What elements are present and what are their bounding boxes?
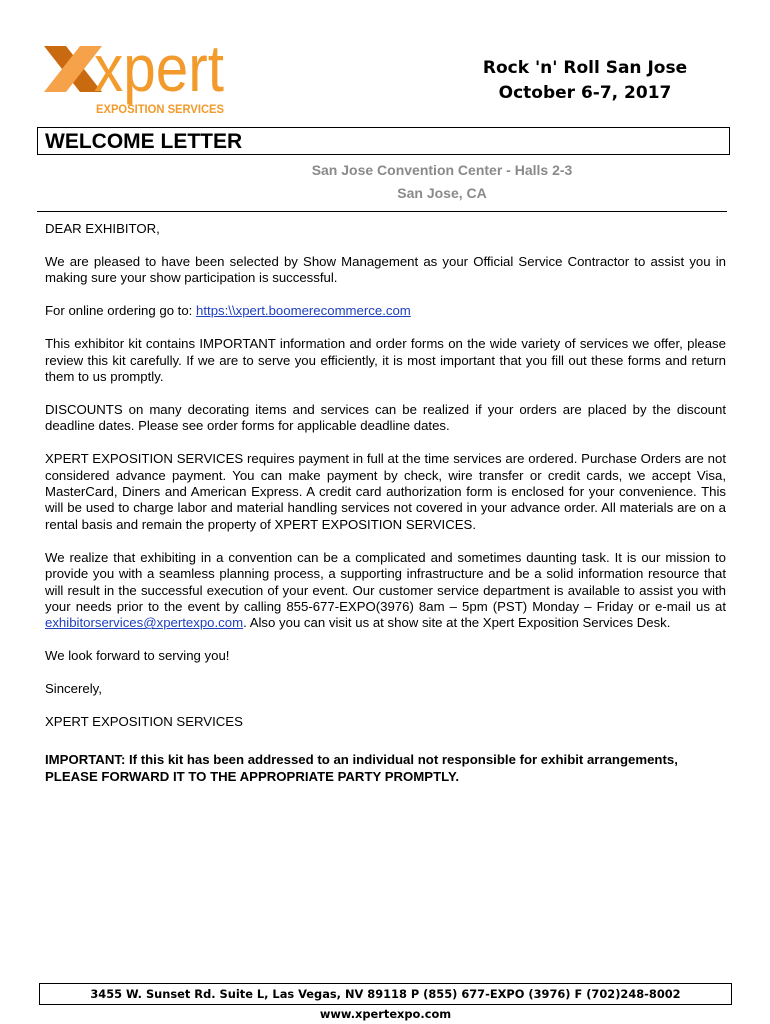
letter-body — [45, 221, 726, 802]
event-name: Rock 'n' Roll San Jose — [482, 58, 688, 78]
mission-text: We realize that exhibiting in a convention can be a complicated and sometimes daunting task. It is our mission to provide you with a seamless planning process, a supporting infrastructure and be a solid information resource that will result in the successful execution of your event. Our customer service department is available to assist you with your needs prior to the event by calling 855-677-EXPO(3976) 8am – 5pm (PST) Monday – Friday or e-mail us at — [45, 549, 726, 614]
intro-paragraph: We are pleased to have been selected by Show Management as your Official Service Contractor to assist you in making sure your show participation is successful. — [45, 253, 726, 286]
xpert-logo-graphic — [40, 28, 230, 120]
logo-wordmark: xpert — [94, 31, 224, 105]
salutation: DEAR EXHIBITOR, — [45, 221, 160, 236]
online-ordering — [45, 303, 726, 319]
online-ordering-label: For online ordering go to: — [45, 303, 193, 319]
closing-line: We look forward to serving you! — [45, 648, 230, 664]
xpert-logo — [40, 28, 230, 120]
page-title: WELCOME LETTER — [37, 127, 730, 155]
venue — [37, 159, 730, 205]
mission-paragraph — [45, 550, 726, 632]
discounts-paragraph: DISCOUNTS on many decorating items and services can be realized if your orders are placed by the discount deadline dates. Please see order forms for applicable deadline dates. — [45, 401, 726, 434]
footer-contact: 3455 W. Sunset Rd. Suite L, Las Vegas, NV 89118 P (855) 677-EXPO (3976) F (702)248-8002 www.xpertexpo.com — [39, 983, 732, 1005]
important-notice: IMPORTANT: If this kit has been addressed to an individual not responsible for exhibit arrangements, PLEASE FORWARD IT TO THE APPROPRIATE PARTY PROMPTLY. — [45, 752, 678, 784]
logo-subtitle: EXPOSITION SERVICES — [96, 102, 224, 116]
venue-name: San Jose Convention Center - Halls 2-3 — [311, 162, 573, 178]
payment-paragraph: XPERT EXPOSITION SERVICES requires payment in full at the time services are ordered. Purchase Orders are not considered advance payment. You can make payment by check, wire transfer or credit cards, we accept Visa, MasterCard, Diners and American Express. A credit card authorization form is enclosed for your convenience. This will be used to charge labor and material handling services not covered in your advance order. All materials are on a rental basis and remain the property of XPERT EXPOSITION SERVICES. — [45, 451, 726, 532]
signature: XPERT EXPOSITION SERVICES — [45, 714, 243, 730]
email-link[interactable]: exhibitorservices@xpertexpo.com — [45, 615, 244, 631]
venue-city: San Jose, CA — [397, 185, 487, 201]
online-ordering-link[interactable]: https:\\xpert.boomerecommerce.com — [196, 303, 411, 319]
kit-paragraph: This exhibitor kit contains IMPORTANT information and order forms on the wide variety of services we offer, please review this kit carefully. If we are to serve you efficiently, it is most important that you fill out these forms and return them to us promptly. — [45, 336, 726, 384]
valediction: Sincerely, — [45, 681, 102, 697]
mission-text-end: . Also you can visit us at show site at the Xpert Exposition Services Desk. — [243, 615, 671, 631]
event-info — [440, 56, 730, 106]
event-dates: October 6-7, 2017 — [498, 83, 672, 103]
divider — [37, 211, 727, 212]
